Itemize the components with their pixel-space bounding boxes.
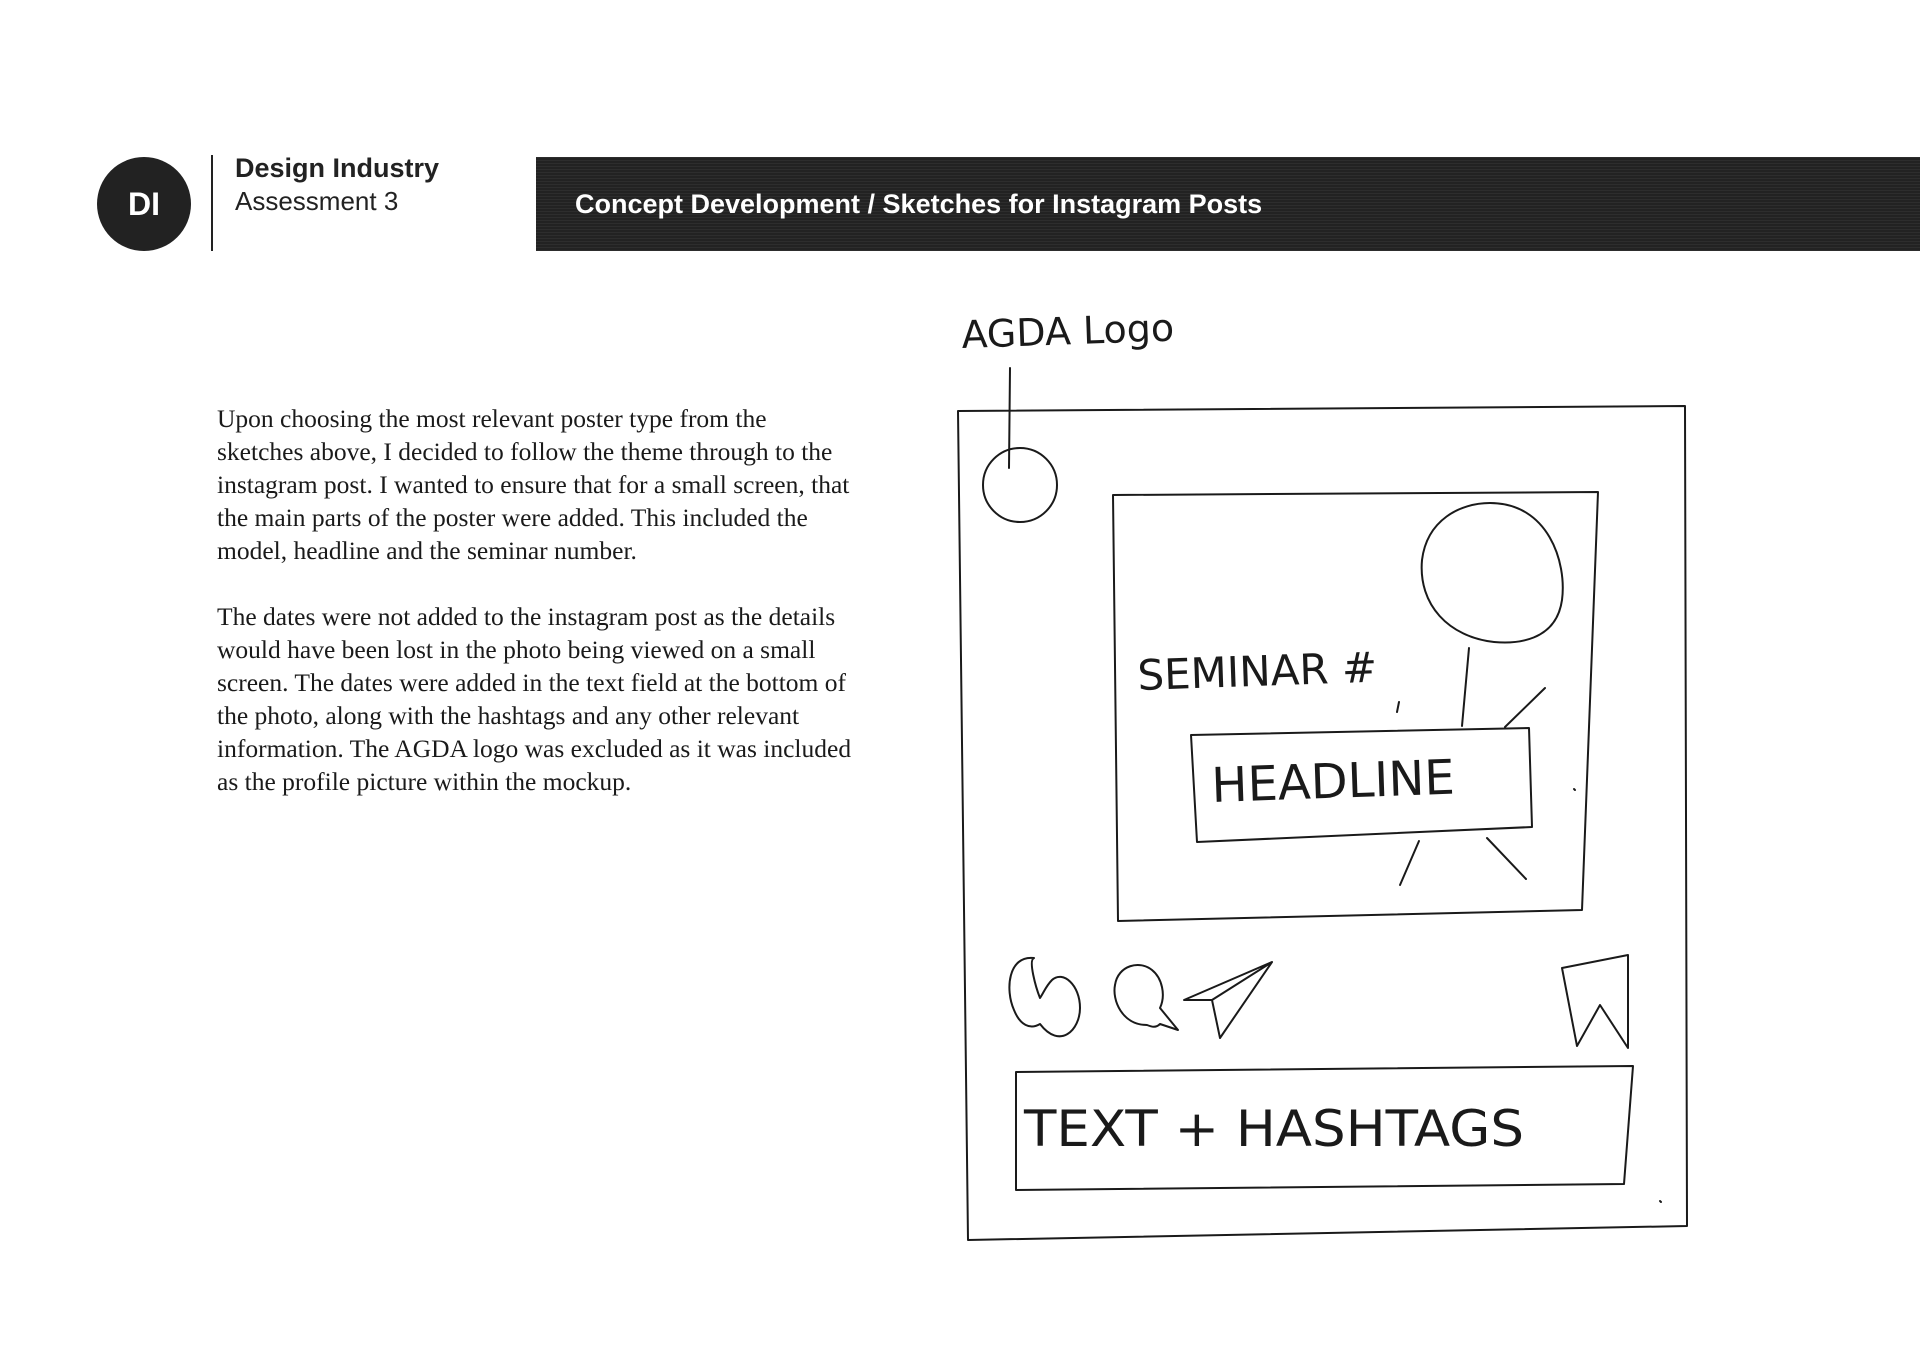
headline-label: HEADLINE [1210,749,1456,814]
caption-box [1016,1066,1633,1190]
model-arm-line [1505,688,1545,727]
post-frame [958,406,1687,1240]
heart-icon [1009,958,1080,1036]
headline-box [1191,728,1532,842]
caption-label: TEXT + HASHTAGS [1022,1100,1524,1158]
paragraph-intro: Upon choosing the most relevant poster type from the sketches above, I decided to follow the theme through to the instagram post. I wanted to ensure that for a small screen, that the main parts of the poster were added. This included the model, headline and the seminar number. [217,404,850,565]
assessment-subtitle: Assessment 3 [235,186,399,216]
send-icon [1184,962,1272,1038]
body-text [217,402,857,831]
bookmark-icon [1562,955,1628,1048]
model-head [1422,503,1563,643]
header-divider [211,155,213,251]
photo-frame [1113,492,1598,921]
seminar-label: SEMINAR # [1136,642,1378,700]
paragraph-dates: The dates were not added to the instagram post as the details would have been lost in the photo being viewed on a small screen. The dates were added in the text field at the bottom of the photo, along with the hashtags and any other relevant information. The AGDA logo was excluded as it was included as the profile picture within the mockup. [217,602,852,796]
di-logo-badge [97,157,191,251]
speck-mark-small [1660,1201,1661,1202]
comment-icon [1114,965,1178,1030]
section-banner [536,157,1920,251]
model-leg-left [1400,841,1419,885]
model-leg-right [1487,838,1526,879]
profile-picture-circle [983,448,1057,522]
model-body-line [1462,648,1469,726]
agda-logo-label: AGDA Logo [960,305,1175,357]
speck-mark [1574,789,1575,790]
section-title: Concept Development / Sketches for Instagram Posts [575,188,1263,219]
logo-pointer-line [1009,368,1010,468]
logo-badge-text: DI [128,185,160,222]
tick-mark [1397,702,1399,712]
course-title: Design Industry [235,153,440,183]
